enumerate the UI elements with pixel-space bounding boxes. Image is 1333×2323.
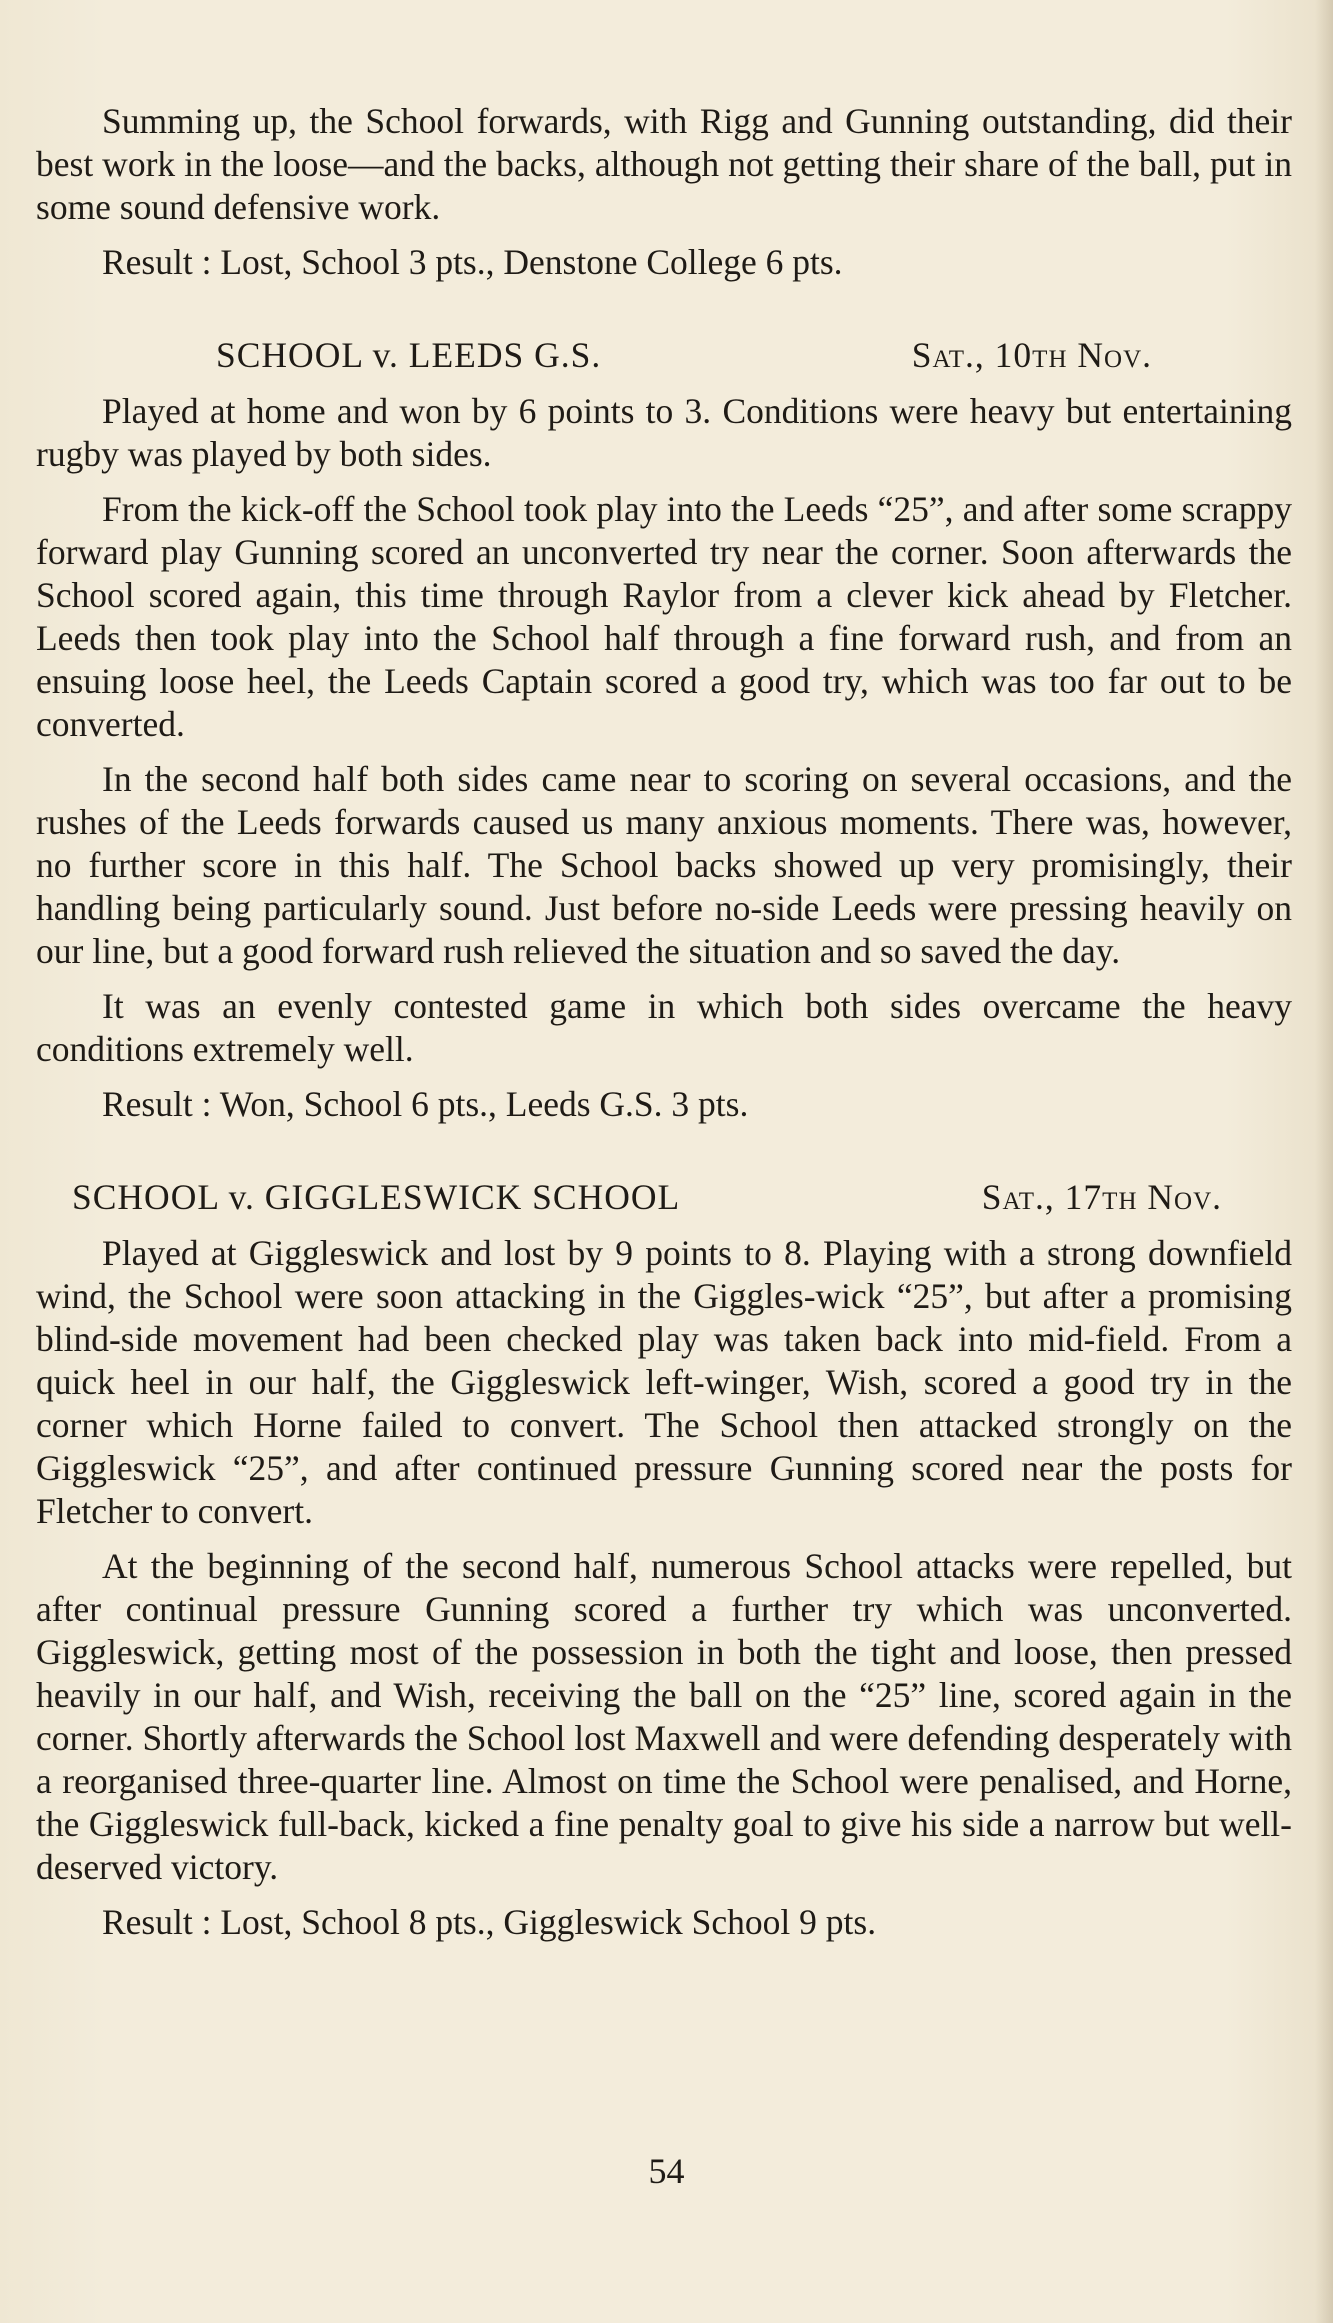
match-date: Sat., 17th Nov. [981,1177,1222,1217]
leeds-paragraph-4: It was an evenly contested game in which both sides overcame the heavy conditions extremely well. [36,986,1292,1069]
result-giggleswick: Result : Lost, School 8 pts., Giggleswick School 9 pts. [102,1902,877,1942]
page-number: 54 [648,2151,685,2191]
result-leeds: Result : Won, School 6 pts., Leeds G.S. 3 pts. [102,1084,749,1124]
match-title: SCHOOL v. LEEDS G.S. [216,335,602,375]
result-denstone: Result : Lost, School 3 pts., Denstone College 6 pts. [102,242,843,282]
match-title: SCHOOL v. GIGGLESWICK SCHOOL [72,1177,681,1217]
leeds-paragraph-2: From the kick-off the School took play into the Leeds “25”, and after some scrappy forward play Gunning scored an unconverted try near the corner. Soon afterwards the School scored again, this time through Raylor from a clever kick ahead by Fletcher. Leeds then took play into the School half through a fine forward rush, and from an ensuing loose heel, the Leeds Captain scored a good try, which was too far out to be converted. [36,489,1292,744]
match-heading-giggleswick [36,1174,1292,1220]
leeds-paragraph-3: In the second half both sides came near to scoring on several occasions, and the rushes of the Leeds forwards caused us many anxious moments. There was, however, no further score in this half. The School backs showed up very promisingly, their handling being particularly sound. Just before no-side Leeds were pressing heavily on our line, but a good forward rush relieved the situation and so saved the day. [36,759,1292,971]
summary-paragraph: Summing up, the School forwards, with Rigg and Gunning outstanding, did their best work in the loose—and the backs, although not getting their share of the ball, put in some sound defensive work. [36,101,1292,227]
page-edge-shadow [1315,0,1333,2323]
match-date: Sat., 10th Nov. [911,335,1152,375]
giggleswick-paragraph-1: Played at Giggleswick and lost by 9 points to 8. Playing with a strong downfield wind, the School were soon attacking in the Giggles-wick “25”, but after a promising blind-side movement had been checked play was taken back into mid-field. From a quick heel in our half, the Giggleswick left-winger, Wish, scored a good try in the corner which Horne failed to convert. The School then attacked strongly on the Giggleswick “25”, and after continued pressure Gunning scored near the posts for Fletcher to convert. [36,1233,1292,1531]
match-heading-leeds [36,332,1292,378]
giggleswick-paragraph-2: At the beginning of the second half, numerous School attacks were repelled, but after continual pressure Gunning scored a further try which was unconverted. Giggleswick, getting most of the possession in both the tight and loose, then pressed heavily in our half, and Wish, receiving the ball on the “25” line, scored again in the corner. Shortly afterwards the School lost Maxwell and were defending desperately with a reorganised three-quarter line. Almost on time the School were penalised, and Horne, the Giggleswick full-back, kicked a fine penalty goal to give his side a narrow but well-deserved victory. [36,1546,1292,1887]
page-content [36,100,1292,1944]
leeds-paragraph-1: Played at home and won by 6 points to 3. Conditions were heavy but entertaining rugby was played by both sides. [36,391,1292,474]
